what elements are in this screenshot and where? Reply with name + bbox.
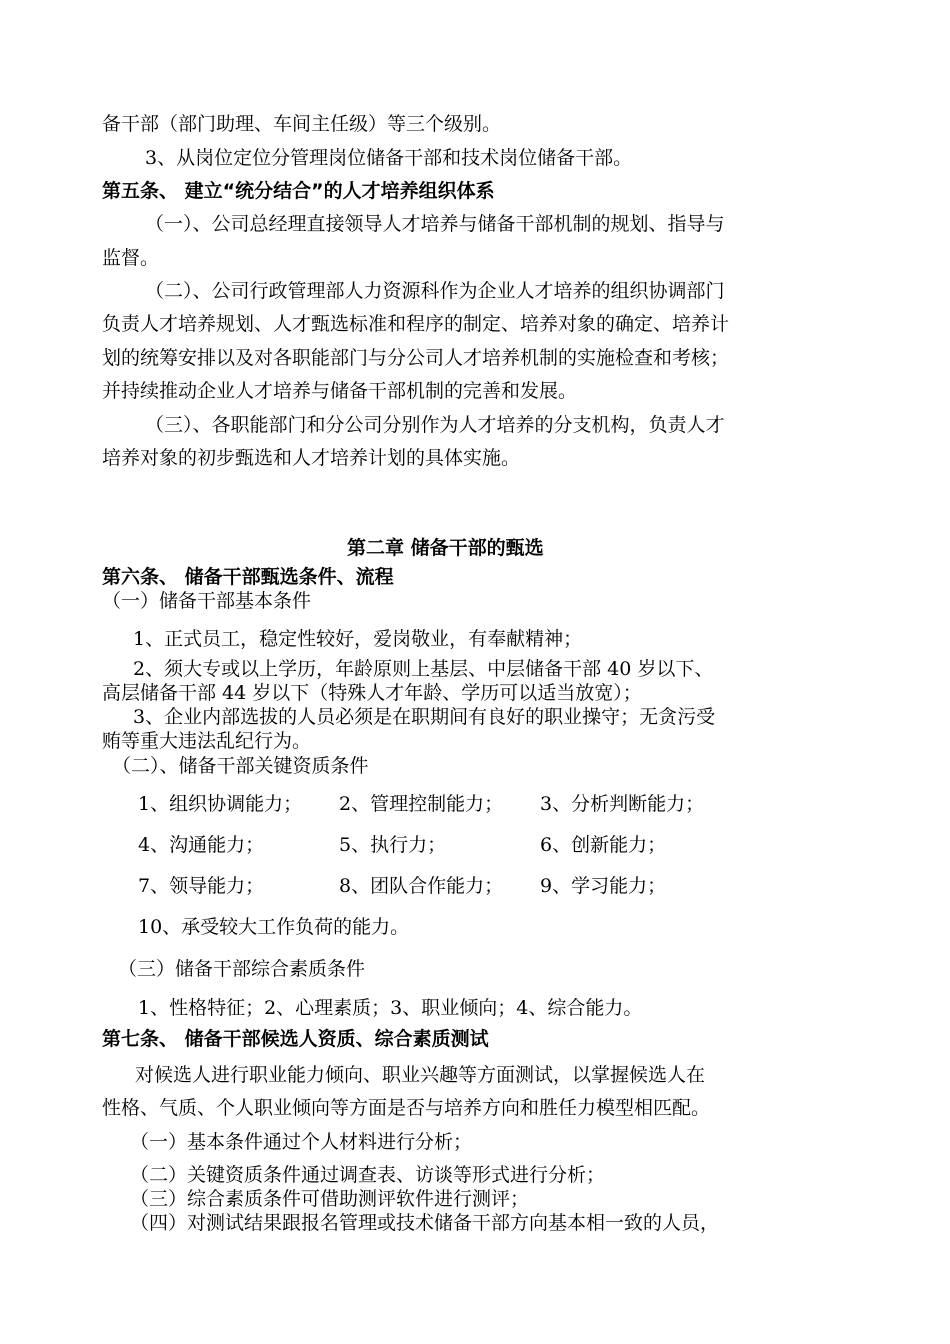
paragraph-line: （一）、公司总经理直接领导人才培养与储备干部机制的规划、指导与 (145, 213, 725, 235)
article-heading: 第六条、 储备干部甄选条件、流程 (102, 566, 394, 588)
paragraph-line: 并持续推动企业人才培养与储备干部机制的完善和发展。 (102, 380, 578, 402)
paragraph-line: 2、须大专或以上学历，年龄原则上基层、中层储备干部 40 岁以下、 (133, 658, 714, 680)
paragraph-line: 性格、气质、个人职业倾向等方面是否与培养方向和胜任力模型相匹配。 (102, 1097, 711, 1119)
paragraph-line: 3、企业内部选拔的人员必须是在职期间有良好的职业操守；无贪污受 (133, 706, 716, 728)
article-heading: 第五条、 建立“统分结合”的人才培养组织体系 (102, 180, 495, 202)
paragraph-line: 1、正式员工，稳定性较好，爱岗敬业，有奉献精神； (133, 628, 583, 650)
paragraph-line: 划的统筹安排以及对各职能部门与分公司人才培养机制的实施检查和考核； (102, 347, 730, 369)
list-item: 8、团队合作能力； (339, 875, 504, 897)
paragraph-line: 贿等重大违法乱纪行为。 (102, 730, 312, 752)
list-item: 4、沟通能力； (138, 834, 265, 856)
article-heading: 第七条、 储备干部候选人资质、综合素质测试 (102, 1028, 489, 1050)
list-item: （四）对测试结果跟报名管理或技术储备干部方向基本相一致的人员， (130, 1212, 720, 1234)
paragraph-line: （三）、各职能部门和分公司分别作为人才培养的分支机构，负责人才 (145, 414, 725, 436)
list-item: 2、管理控制能力； (339, 793, 504, 815)
list-item: 9、学习能力； (540, 875, 667, 897)
list-item: 10、承受较大工作负荷的能力。 (138, 916, 410, 938)
paragraph-line: 对候选人进行职业能力倾向、职业兴趣等方面测试，以掌握候选人在 (135, 1064, 706, 1086)
list-item: （一）基本条件通过个人材料进行分析； (130, 1131, 473, 1153)
list-item: 3、分析判断能力； (540, 793, 705, 815)
paragraph-line: 3、从岗位定位分管理岗位储备干部和技术岗位储备干部。 (145, 147, 633, 169)
paragraph-line: 备干部（部门助理、车间主任级）等三个级别。 (102, 113, 502, 135)
section-heading: （二）、储备干部关键资质条件 (112, 755, 369, 777)
paragraph-line: 负责人才培养规划、人才甄选标准和程序的制定、培养对象的确定、培养计 (102, 313, 730, 335)
section-heading: （一）储备干部基本条件 (102, 590, 312, 612)
paragraph-line: 1、性格特征；2、心理素质；3、职业倾向；4、综合能力。 (138, 997, 643, 1019)
list-item: 1、组织协调能力； (138, 793, 303, 815)
paragraph-line: 高层储备干部 44 岁以下（特殊人才年龄、学历可以适当放宽）； (102, 682, 642, 704)
paragraph-line: 培养对象的初步甄选和人才培养计划的具体实施。 (102, 447, 521, 469)
chapter-heading: 第二章 储备干部的甄选 (347, 537, 544, 559)
paragraph-line: （二）、公司行政管理部人力资源科作为企业人才培养的组织协调部门 (145, 280, 725, 302)
list-item: 5、执行力； (339, 834, 447, 856)
list-item: 7、领导能力； (138, 875, 265, 897)
list-item: （三）综合素质条件可借助测评软件进行测评； (130, 1188, 530, 1210)
list-item: （二）关键资质条件通过调查表、访谈等形式进行分析； (130, 1164, 606, 1186)
paragraph-line: 监督。 (102, 247, 160, 269)
list-item: 6、创新能力； (540, 834, 667, 856)
section-heading: （三）储备干部综合素质条件 (118, 958, 366, 980)
